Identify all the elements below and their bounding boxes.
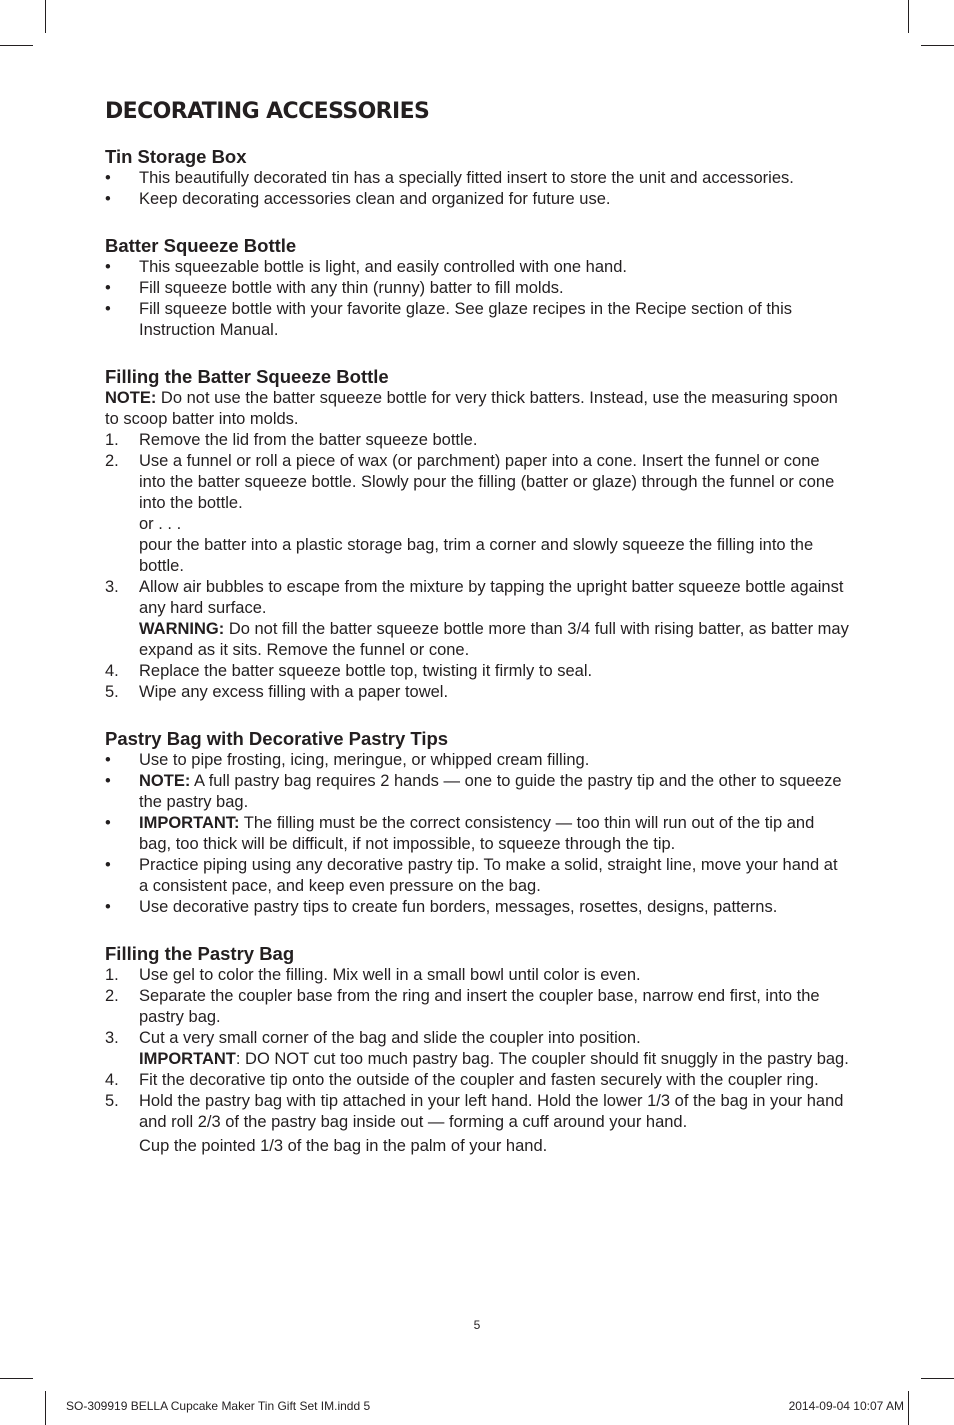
item-label: NOTE:: [139, 772, 191, 790]
crop-mark: [45, 0, 46, 33]
crop-mark: [921, 45, 954, 46]
item-text: Practice piping using any decorative pastry tip. To make a solid, straight line, move your hand at a consistent pace, and keep even pressure on the bag.: [139, 856, 838, 895]
item-text: Cut a very small corner of the bag and slide the coupler into position.: [139, 1029, 641, 1047]
section-heading: Pastry Bag with Decorative Pastry Tips: [105, 728, 449, 749]
item-text: The filling must be the correct consistency — too thin will run out of the tip and bag, too thick will be difficult, if not impossible, to squeeze through the tip.: [139, 814, 815, 853]
bullet-marker: •: [105, 814, 111, 832]
list-item: [105, 430, 850, 451]
bullet-marker: •: [105, 279, 111, 297]
warning-paragraph: [139, 619, 850, 661]
crop-mark: [921, 1378, 954, 1379]
section-heading: Filling the Pastry Bag: [105, 943, 295, 964]
section-heading: Batter Squeeze Bottle: [105, 235, 297, 256]
important-text: : DO NOT cut too much pastry bag. The coupler should fit snuggly in the pastry bag.: [235, 1050, 849, 1068]
item-text: Separate the coupler base from the ring and insert the coupler base, narrow end first, into the pastry bag.: [139, 987, 820, 1026]
number-marker: 1.: [105, 431, 119, 449]
number-marker: 5.: [105, 1092, 119, 1110]
item-text: Use gel to color the filling. Mix well in a small bowl until color is even.: [139, 966, 641, 984]
item-text: Hold the pastry bag with tip attached in your left hand. Hold the lower 1/3 of the bag in your hand and roll 2/3 of the pastry bag inside out — forming a cuff around your hand.: [139, 1092, 844, 1131]
list-item: [105, 682, 850, 703]
number-marker: 4.: [105, 662, 119, 680]
list-item: [105, 771, 850, 813]
section-filling-pastry-bag: [105, 943, 850, 1157]
crop-mark: [908, 1391, 909, 1425]
bullet-marker: •: [105, 772, 111, 790]
number-marker: 3.: [105, 578, 119, 596]
bullet-marker: •: [105, 898, 111, 916]
list-item: [105, 1028, 850, 1070]
item-text: This beautifully decorated tin has a specially fitted insert to store the unit and accessories.: [139, 169, 794, 187]
item-text: Wipe any excess filling with a paper towel.: [139, 683, 449, 701]
section-batter-squeeze-bottle: [105, 235, 850, 341]
number-marker: 5.: [105, 683, 119, 701]
bullet-marker: •: [105, 856, 111, 874]
item-text: Allow air bubbles to escape from the mixture by tapping the upright batter squeeze bottle against any hard surface.: [139, 578, 844, 617]
page-number: 5: [473, 1318, 481, 1332]
item-text: A full pastry bag requires 2 hands — one to guide the pastry tip and the other to squeeze the pastry bag.: [139, 772, 842, 811]
list-item: [105, 855, 850, 897]
item-text: Keep decorating accessories clean and organized for future use.: [139, 190, 611, 208]
timestamp: 2014-09-04 10:07 AM: [788, 1399, 904, 1413]
item-text: Use a funnel or roll a piece of wax (or parchment) paper into a cone. Insert the funnel or cone into the batter squeeze bottle. Slowly pour the filling (batter or glaze) through the funnel or cone into the bottle.: [139, 452, 835, 512]
list-item: [105, 965, 850, 986]
crop-mark: [0, 1378, 33, 1379]
list-item: [105, 278, 850, 299]
item-text: Remove the lid from the batter squeeze bottle.: [139, 431, 478, 449]
list-item: [105, 577, 850, 661]
item-subtext: pour the batter into a plastic storage bag, trim a corner and slowly squeeze the filling into the bottle.: [139, 536, 814, 575]
item-text: Fit the decorative tip onto the outside of the coupler and fasten securely with the coupler ring.: [139, 1071, 819, 1089]
note-label: NOTE:: [105, 389, 157, 407]
list-item: [105, 168, 850, 189]
item-text: Replace the batter squeeze bottle top, twisting it firmly to seal.: [139, 662, 593, 680]
crop-mark: [908, 0, 909, 33]
section-pastry-bag-tips: [105, 728, 850, 918]
bullet-marker: •: [105, 258, 111, 276]
important-label: IMPORTANT: [139, 1050, 236, 1068]
bullet-marker: •: [105, 751, 111, 769]
list-item: [105, 661, 850, 682]
crop-mark: [45, 1391, 46, 1425]
file-info: SO-309919 BELLA Cupcake Maker Tin Gift Set IM.indd 5: [66, 1399, 371, 1413]
list-item: [105, 257, 850, 278]
section-filling-batter-bottle: [105, 366, 850, 703]
main-content: [105, 146, 850, 1182]
section-tin-storage-box: [105, 146, 850, 210]
item-label: IMPORTANT:: [139, 814, 240, 832]
number-marker: 4.: [105, 1071, 119, 1089]
bullet-marker: •: [105, 300, 111, 318]
list-item: [105, 451, 850, 577]
item-text: This squeezable bottle is light, and easily controlled with one hand.: [139, 258, 627, 276]
item-text: Fill squeeze bottle with your favorite glaze. See glaze recipes in the Recipe section of this Instruction Manual.: [139, 300, 793, 339]
list-item: [105, 813, 850, 855]
number-marker: 2.: [105, 987, 119, 1005]
warning-label: WARNING:: [139, 620, 225, 638]
crop-mark: [0, 45, 33, 46]
item-text: Fill squeeze bottle with any thin (runny) batter to fill molds.: [139, 279, 564, 297]
note-text: Do not use the batter squeeze bottle for very thick batters. Instead, use the measuring spoon to scoop batter into molds.: [105, 389, 838, 428]
list-item: [105, 299, 850, 341]
page-title: DECORATING ACCESSORIES: [105, 99, 430, 124]
list-item: [105, 1091, 850, 1157]
list-item: [105, 1070, 850, 1091]
list-item: [105, 750, 850, 771]
section-heading: Filling the Batter Squeeze Bottle: [105, 366, 389, 387]
item-subtext: Cup the pointed 1/3 of the bag in the palm of your hand.: [139, 1137, 548, 1155]
item-text: Use decorative pastry tips to create fun borders, messages, rosettes, designs, patterns.: [139, 898, 778, 916]
list-item: [105, 986, 850, 1028]
warning-text: Do not fill the batter squeeze bottle more than 3/4 full with rising batter, as batter may expand as it sits. Remove the funnel or cone.: [139, 620, 849, 659]
number-marker: 3.: [105, 1029, 119, 1047]
important-paragraph: [139, 1049, 850, 1070]
bullet-marker: •: [105, 169, 111, 187]
item-subtext: or . . .: [139, 515, 182, 533]
list-item: [105, 897, 850, 918]
section-heading: Tin Storage Box: [105, 146, 247, 167]
item-text: Use to pipe frosting, icing, meringue, or whipped cream filling.: [139, 751, 590, 769]
number-marker: 1.: [105, 966, 119, 984]
number-marker: 2.: [105, 452, 119, 470]
note-paragraph: [105, 388, 850, 430]
list-item: [105, 189, 850, 210]
bullet-marker: •: [105, 190, 111, 208]
